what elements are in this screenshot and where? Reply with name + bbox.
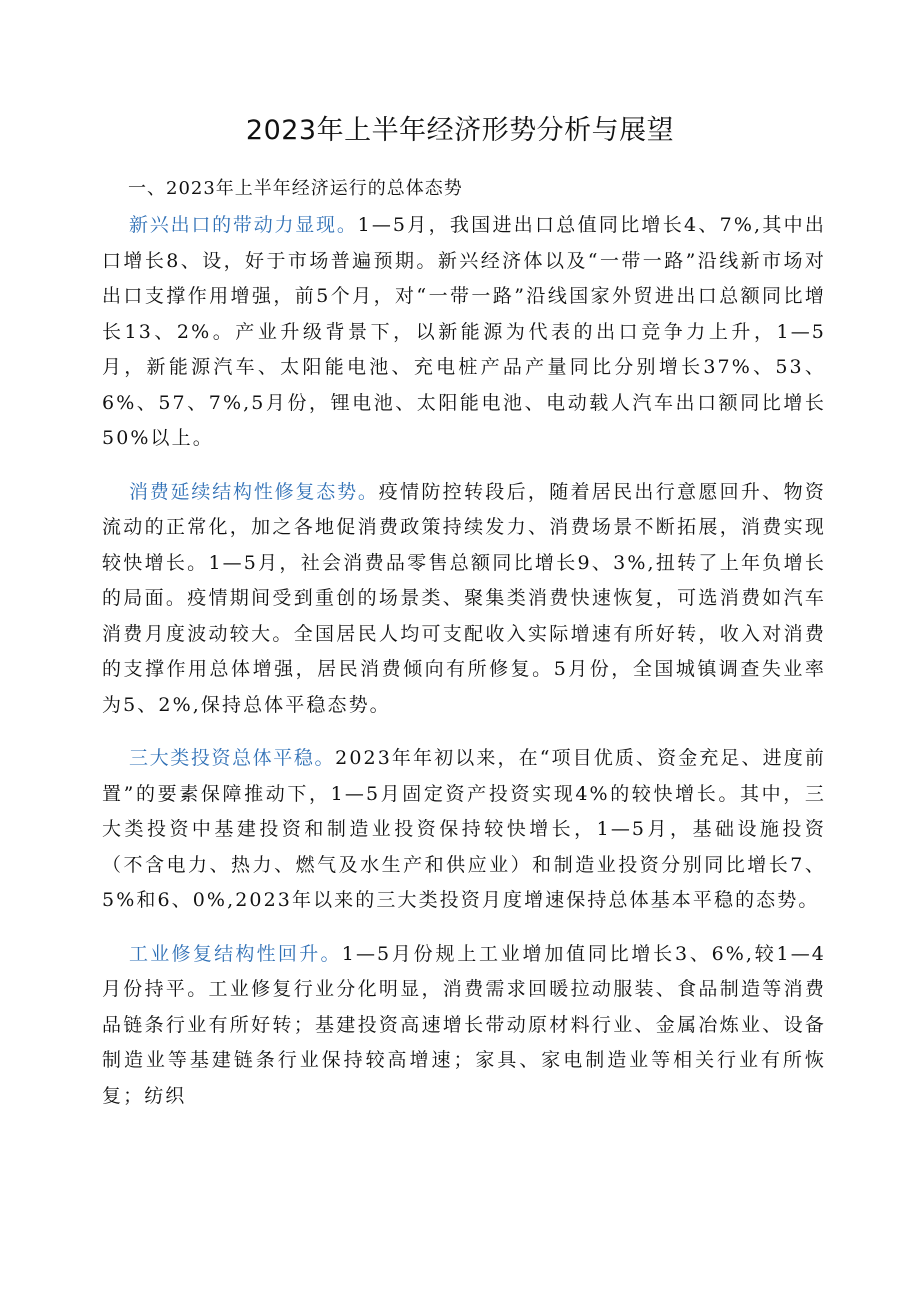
paragraph-lead: 三大类投资总体平稳。 [129, 747, 336, 769]
paragraph-export [102, 208, 826, 457]
paragraph-lead: 工业修复结构性回升。 [129, 942, 342, 965]
document-body [102, 208, 826, 1132]
paragraph-industry [102, 937, 826, 1115]
section-heading: 一、2023年上半年经济运行的总体态势 [128, 178, 463, 199]
paragraph-text: 疫情防控转段后，随着居民出行意愿回升、物资流动的正常化，加之各地促消费政策持续发力、消费场景不断拓展，消费实现较快增长。1—5月，社会消费品零售总额同比增长9、3%,扭转了上年负增长的局面。疫情期间受到重创的场景类、聚集类消费快速恢复，可选消费如汽车消费月度波动较大。全国居民人均可支配收入实际增速有所好转，收入对消费的支撑作用总体增强，居民消费倾向有所修复。5月份，全国城镇调查失业率为5、2%,保持总体平稳态势。 [102, 480, 826, 716]
paragraph-consumption [102, 475, 826, 724]
paragraph-lead: 新兴出口的带动力显现。 [129, 214, 358, 236]
document-title: 2023年上半年经济形势分析与展望 [245, 115, 675, 146]
paragraph-text: 1—5月，我国进出口总值同比增长4、7%,其中出口增长8、设，好于市场普遍预期。新兴经济体以及“一带一路”沿线新市场对出口支撑作用增强，前5个月，对“一带一路”沿线国家外贸进出口总额同比增长13、2%。产业升级背景下，以新能源为代表的出口竞争力上升，1—5月，新能源汽车、太阳能电池、充电桩产品产量同比分别增长37%、53、6%、57、7%,5月份，锂电池、太阳能电池、电动载人汽车出口额同比增长50%以上。 [102, 214, 826, 449]
paragraph-text: 2023年年初以来，在“项目优质、资金充足、进度前置”的要素保障推动下，1—5月固定资产投资实现4%的较快增长。其中，三大类投资中基建投资和制造业投资保持较快增长，1—5月，基础设施投资（不含电力、热力、燃气及水生产和供应业）和制造业投资分别同比增长7、5%和6、0%,2023年以来的三大类投资月度增速保持总体基本平稳的态势。 [102, 747, 826, 911]
paragraph-lead: 消费延续结构性修复态势。 [129, 480, 379, 503]
paragraph-text: 1—5月份规上工业增加值同比增长3、6%,较1—4月份持平。工业修复行业分化明显，消费需求回暖拉动服装、食品制造等消费品链条行业有所好转；基建投资高速增长带动原材料行业、金属冶炼业、设备制造业等基建链条行业保持较高增速；家具、家电制造业等相关行业有所恢复；纺织 [102, 942, 826, 1107]
paragraph-investment [102, 741, 826, 919]
